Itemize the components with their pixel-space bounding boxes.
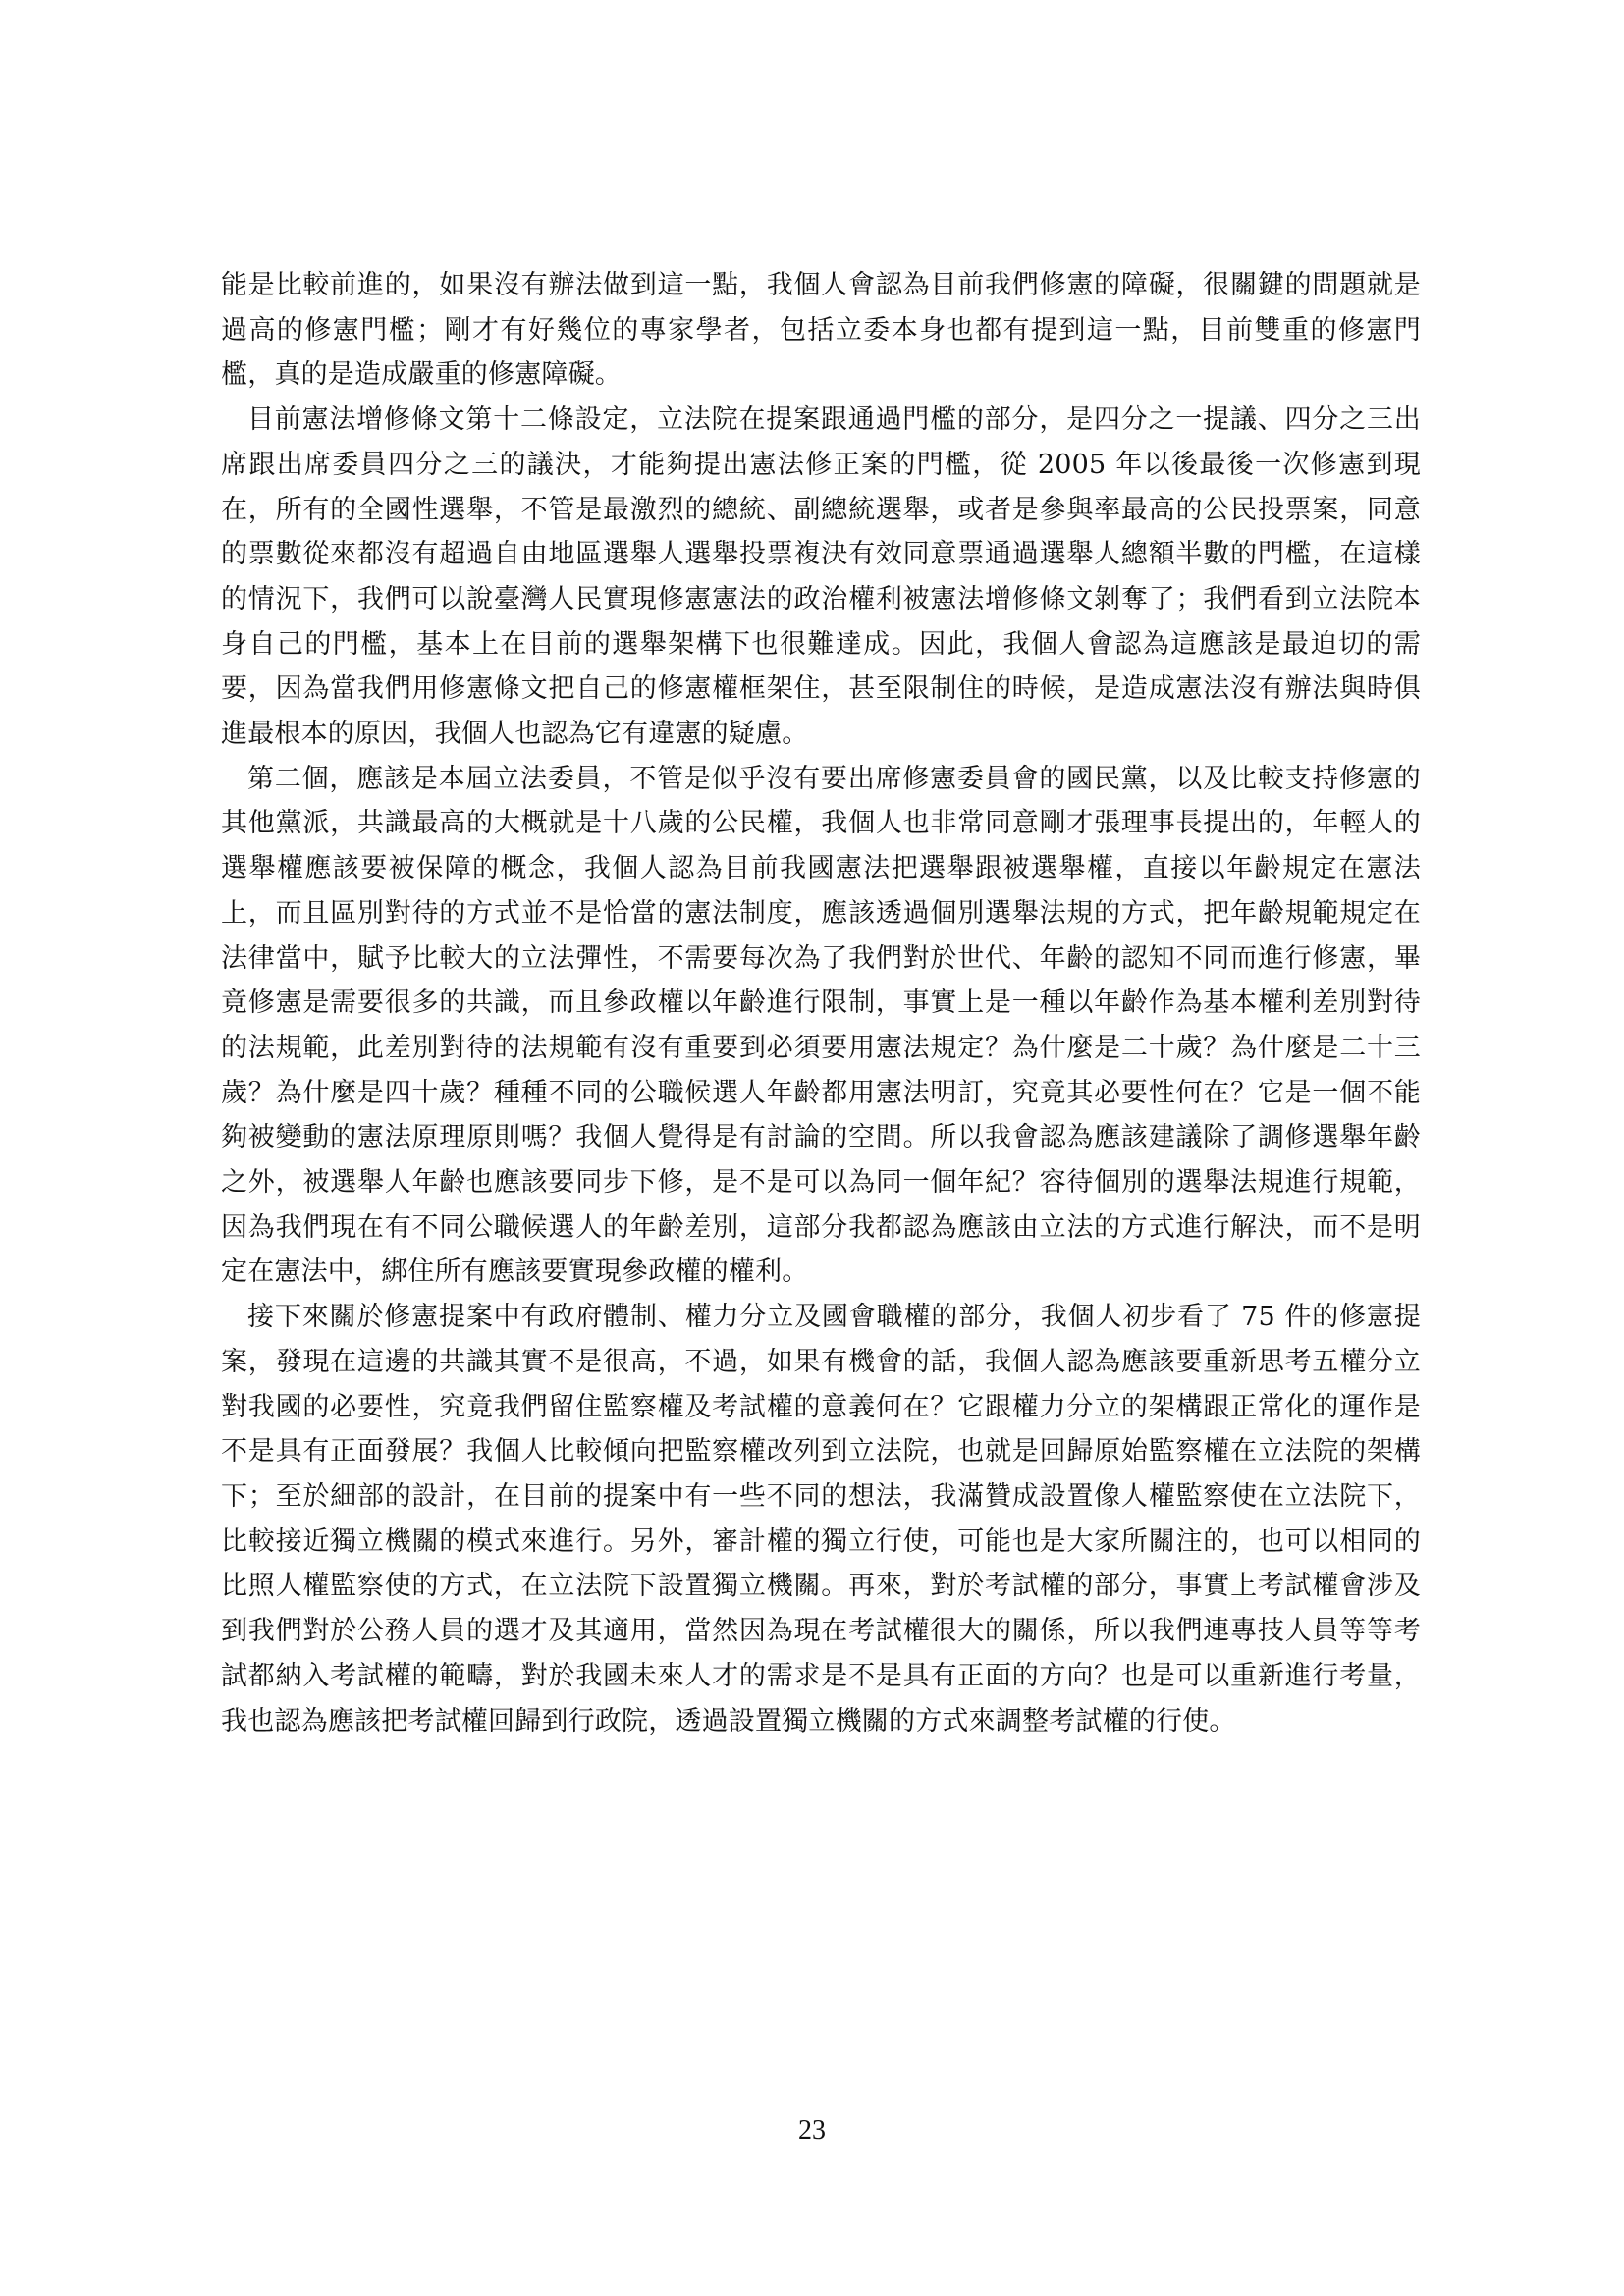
paragraph-separation-of-powers: 接下來關於修憲提案中有政府體制、權力分立及國會職權的部分，我個人初步看了 75 件的修憲提案，發現在這邊的共識其實不是很高，不過，如果有機會的話，我個人認為應該要重新思考五權分立對我國的必要性，究竟我們留住監察權及考試權的意義何在？它跟權力分立的架構跟正常化的運作是不是具有正面發展？我個人比較傾向把監察權改列到立法院，也就是回歸原始監察權在立法院的架構下；至於細部的設計，在目前的提案中有一些不同的想法，我滿贊成設置像人權監察使在立法院下，比較接近獨立機關的模式來進行。另外，審計權的獨立行使，可能也是大家所關注的，也可以相同的比照人權監察使的方式，在立法院下設置獨立機關。再來，對於考試權的部分，事實上考試權會涉及到我們對於公務人員的選才及其適用，當然因為現在考試權很大的關係，所以我們連專技人員等等考試都納入考試權的範疇，對於我國未來人才的需求是不是具有正面的方向？也是可以重新進行考量，我也認為應該把考試權回歸到行政院，透過設置獨立機關的方式來調整考試權的行使。 bbox=[221, 1302, 1421, 1736]
paragraph-voting-age: 第二個，應該是本屆立法委員，不管是似乎沒有要出席修憲委員會的國民黨，以及比較支持修憲的其他黨派，共識最高的大概就是十八歲的公民權，我個人也非常同意剛才張理事長提出的，年輕人的選舉權應該要被保障的概念，我個人認為目前我國憲法把選舉跟被選舉權，直接以年齡規定在憲法上，而且區別對待的方式並不是恰當的憲法制度，應該透過個別選舉法規的方式，把年齡規範規定在法律當中，賦予比較大的立法彈性，不需要每次為了我們對於世代、年齡的認知不同而進行修憲，畢竟修憲是需要很多的共識，而且參政權以年齡進行限制，事實上是一種以年齡作為基本權利差別對待的法規範，此差別對待的法規範有沒有重要到必須要用憲法規定？為什麼是二十歲？為什麼是二十三歲？為什麼是四十歲？種種不同的公職候選人年齡都用憲法明訂，究竟其必要性何在？它是一個不能夠被變動的憲法原理原則嗎？我個人覺得是有討論的空間。所以我會認為應該建議除了調修選舉年齡之外，被選舉人年齡也應該要同步下修，是不是可以為同一個年紀？容待個別的選舉法規進行規範，因為我們現在有不同公職候選人的年齡差別，這部分我都認為應該由立法的方式進行解決，而不是明定在憲法中，綁住所有應該要實現參政權的權利。 bbox=[221, 763, 1421, 1288]
paragraph-amendment-threshold: 目前憲法增修條文第十二條設定，立法院在提案跟通過門檻的部分，是四分之一提議、四分之三出席跟出席委員四分之三的議決，才能夠提出憲法修正案的門檻，從 2005 年以後最後一次修憲到現在，所有的全國性選舉，不管是最激烈的總統、副總統選舉，或者是參與率最高的公民投票案，同意的票數從來都沒有超過自由地區選舉人選舉投票複決有效同意票通過選舉人總額半數的門檻，在這樣的情況下，我們可以說臺灣人民實現修憲憲法的政治權利被憲法增修條文剝奪了；我們看到立法院本身自己的門檻，基本上在目前的選舉架構下也很難達成。因此，我個人會認為這應該是最迫切的需要，因為當我們用修憲條文把自己的修憲權框架住，甚至限制住的時候，是造成憲法沒有辦法與時俱進最根本的原因，我個人也認為它有違憲的疑慮。 bbox=[221, 404, 1421, 750]
paragraph-continued: 能是比較前進的，如果沒有辦法做到這一點，我個人會認為目前我們修憲的障礙，很關鍵的問題就是過高的修憲門檻；剛才有好幾位的專家學者，包括立委本身也都有提到這一點，目前雙重的修憲門檻，真的是造成嚴重的修憲障礙。 bbox=[221, 270, 1421, 391]
page-number: 23 bbox=[798, 2115, 826, 2146]
document-body bbox=[221, 263, 1421, 1743]
